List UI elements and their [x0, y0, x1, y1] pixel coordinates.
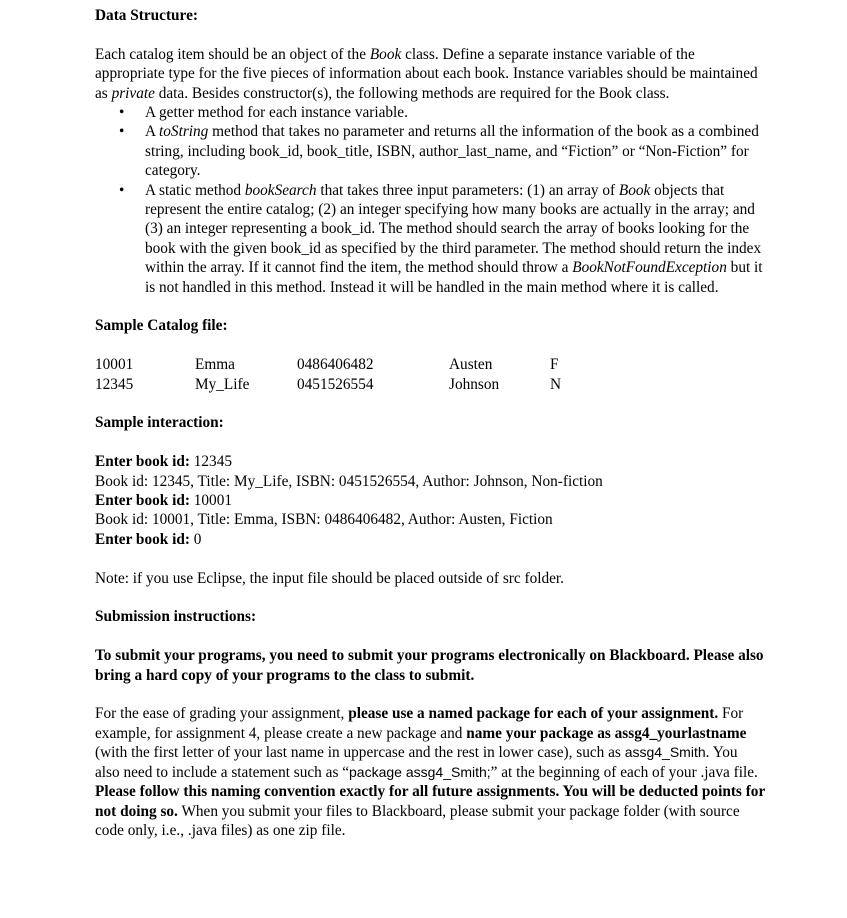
table-cell: 0486406482 [297, 356, 374, 374]
requirement-tostring [95, 122, 765, 180]
interaction-transcript [95, 452, 765, 549]
spacer [95, 685, 765, 704]
spacer [95, 549, 765, 568]
interaction-line: Book id: 10001, Title: Emma, ISBN: 0486406482, Author: Austen, Fiction [95, 511, 553, 529]
requirement-booksearch [95, 181, 765, 297]
final-text: For example, for assignment 4, please create a new package and [95, 705, 744, 742]
requirement-text: method that takes no parameter and returns all the information of the book as a combined string, including book_id, book_title, ISBN, author_last_name, and “Fiction” or “Non-Fiction” for category. [145, 123, 759, 180]
spacer [95, 433, 765, 452]
table-cell: 0451526554 [297, 375, 374, 393]
data-structure-heading: Data Structure: [95, 7, 198, 24]
requirement-text: that takes three input parameters: (1) an array of [316, 181, 619, 199]
interaction-input: 10001 [189, 492, 232, 510]
table-cell: Emma [195, 356, 235, 374]
requirement-text: A static method [145, 181, 245, 199]
spacer [95, 336, 765, 355]
interaction-prompt: Enter book id: [95, 453, 190, 471]
spacer [95, 588, 765, 607]
data-structure-intro [95, 45, 765, 103]
table-cell: Austen [449, 356, 493, 374]
package-statement-example: package assg4_Smith; [349, 763, 491, 780]
package-example: assg4_Smith [624, 744, 706, 761]
interaction-prompt: Enter book id: [95, 492, 190, 510]
tostring-method-name: toString [159, 123, 209, 141]
submission-bold-paragraph [95, 646, 765, 685]
final-bold-text: Please follow this naming convention exactly for all future assignments. You will be deducted points for not doing so. [95, 783, 765, 820]
sample-catalog-heading: Sample Catalog file: [95, 317, 228, 335]
final-text: . You also need to include a statement such as “ [95, 744, 738, 781]
book-class-name: Book [618, 181, 651, 199]
booksearch-method-name: bookSearch [244, 181, 317, 199]
table-cell: Johnson [449, 375, 500, 393]
intro-text: class. Define a separate instance variable of the appropriate type for the five pieces of information about each book. Instance variables should be maintained as [95, 45, 758, 102]
interaction-input: 0 [189, 530, 202, 548]
table-cell: N [550, 375, 562, 393]
requirement-text: A getter method for each instance variable. [145, 104, 408, 122]
interaction-line [95, 452, 765, 471]
submission-final-paragraph [95, 704, 765, 840]
table-cell: My_Life [195, 375, 250, 393]
requirement-text: objects that represent the entire catalog; (2) an integer specifying how many books are actually in the array; and (3) an integer representing a book_id. The method should search the array of books looking for the book with the given book_id as specified by the third parameter. The method should return the index within the array. If it cannot find the item, the method should throw a [145, 181, 762, 277]
table-cell: 12345 [95, 375, 134, 393]
table-cell: F [550, 356, 559, 374]
spacer [95, 627, 765, 646]
final-bold-text: please use a named package for each of your assignment. [348, 705, 719, 723]
spacer [95, 297, 765, 316]
requirement-text: but it is not handled in this method. Instead it will be handled in the main method where it is called. [145, 259, 763, 296]
document-page [95, 6, 765, 840]
submission-heading: Submission instructions: [95, 608, 257, 626]
interaction-input: 12345 [189, 453, 232, 471]
spacer [95, 25, 765, 44]
catalog-table [95, 355, 590, 394]
interaction-line [95, 491, 765, 510]
final-text: When you submit your files to Blackboard, please submit your package folder (with source code only, i.e., .java files) as one zip file. [95, 802, 740, 839]
requirements-list [95, 103, 765, 297]
intro-book-class: Book [369, 45, 402, 63]
final-text: ” at the beginning of each of your .java file. [490, 763, 758, 781]
interaction-line: Book id: 12345, Title: My_Life, ISBN: 0451526554, Author: Johnson, Non-fiction [95, 472, 603, 490]
intro-private: private [111, 84, 155, 102]
table-cell: 10001 [95, 356, 134, 374]
spacer [95, 394, 765, 413]
submission-bold-text: To submit your programs, you need to submit your programs electronically on Blackboard. Please also bring a hard copy of your programs to the class to submit. [95, 647, 764, 684]
interaction-prompt: Enter book id: [95, 530, 190, 548]
final-text: (with the first letter of your last name in uppercase and the rest in lower case), such as [95, 744, 625, 762]
final-bold-text: name your package as assg4_yourlastname [466, 724, 747, 742]
intro-text: data. Besides constructor(s), the following methods are required for the Book class. [154, 84, 670, 102]
exception-name: BookNotFoundException [572, 259, 727, 277]
sample-interaction-heading: Sample interaction: [95, 414, 224, 432]
table-row [95, 375, 590, 394]
table-row [95, 355, 590, 374]
eclipse-note: Note: if you use Eclipse, the input file should be placed outside of src folder. [95, 569, 564, 587]
requirement-getter [95, 103, 765, 122]
interaction-line [95, 530, 765, 549]
requirement-text: A [145, 123, 160, 141]
intro-text: Each catalog item should be an object of the [95, 45, 370, 63]
final-text: For the ease of grading your assignment, [95, 705, 349, 723]
